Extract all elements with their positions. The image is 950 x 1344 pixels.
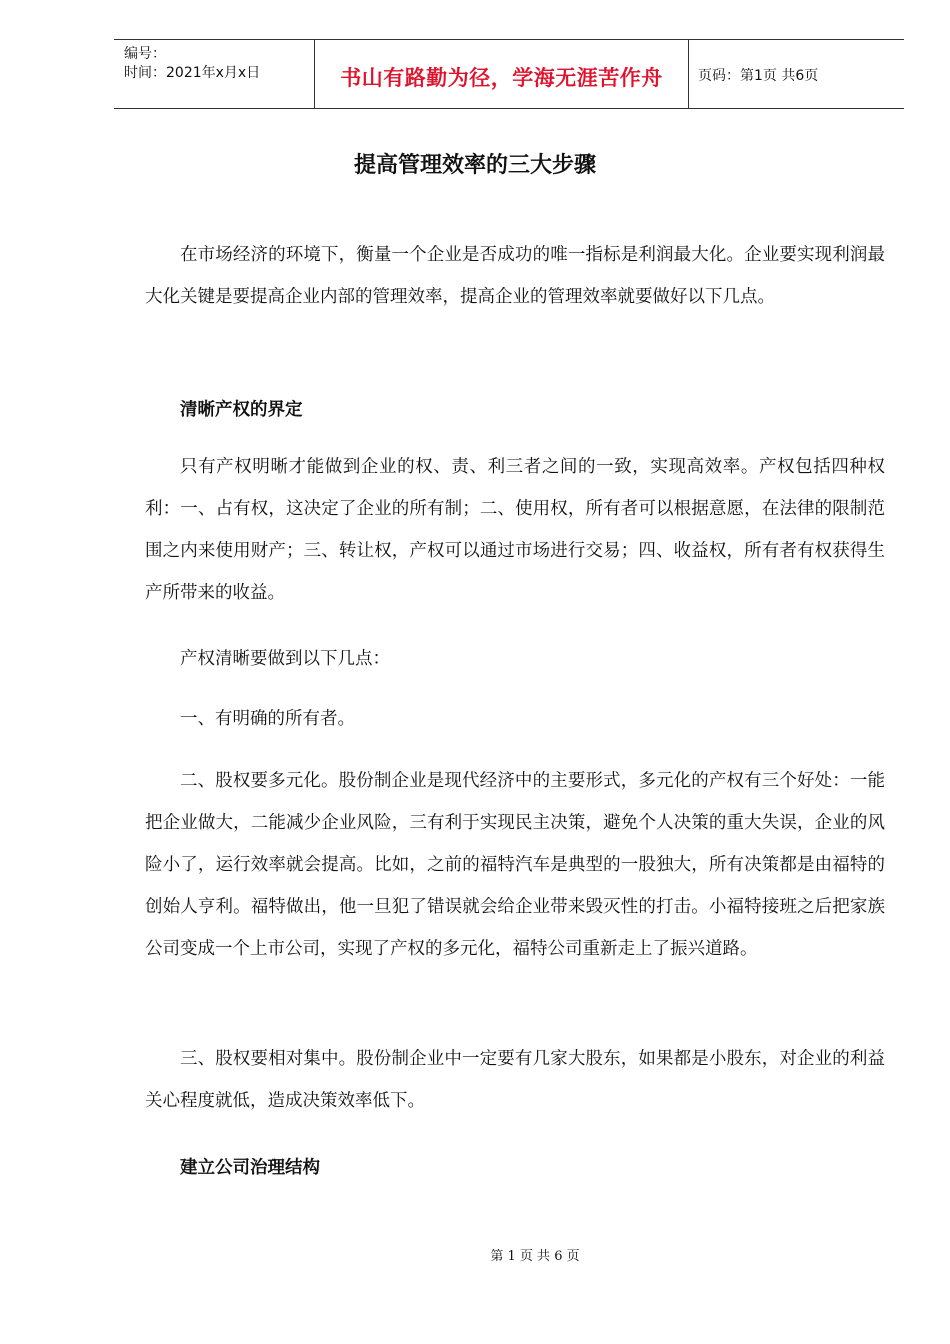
header-info-cell (114, 40, 315, 108)
paragraph-requirements-intro: 产权清晰要做到以下几点： (180, 649, 390, 669)
header-page-label: 页码：第1页 共6页 (698, 68, 819, 84)
intro-paragraph: 在市场经济的环境下，衡量一个企业是否成功的唯一指标是利润最大化。企业要实现利润最大化关键是要提高企业内部的管理效率，提高企业的管理效率就要做好以下几点。 (145, 245, 885, 307)
paragraph-property-rights: 只有产权明晰才能做到企业的权、责、利三者之间的一致，实现高效率。产权包括四种权利：一、占有权，这决定了企业的所有制；二、使用权，所有者可以根据意愿，在法律的限制范围之内来使用财产；三、转让权，产权可以通过市场进行交易；四、收益权，所有者有权获得生产所带来的收益。 (145, 457, 885, 603)
paragraph-point-one: 一、有明确的所有者。 (180, 709, 355, 729)
page-footer: 第 1 页 共 6 页 (490, 1249, 580, 1264)
section-heading-property-rights: 清晰产权的界定 (180, 400, 303, 420)
document-title: 提高管理效率的三大步骤 (353, 153, 596, 178)
section-heading-governance: 建立公司治理结构 (180, 1158, 320, 1178)
header-motto-cell (315, 40, 689, 108)
paragraph-point-three: 三、股权要相对集中。股份制企业中一定要有几家大股东，如果都是小股东，对企业的利益关心程度就低，造成决策效率低下。 (145, 1049, 885, 1111)
header-motto: 书山有路勤为径，学海无涯苦作舟 (340, 66, 663, 90)
header-page-cell (689, 40, 904, 108)
header-table (114, 39, 904, 109)
document-time-label: 时间：2021年x月x日 (124, 65, 261, 81)
paragraph-point-two: 二、股权要多元化。股份制企业是现代经济中的主要形式，多元化的产权有三个好处：一能把企业做大，二能减少企业风险，三有利于实现民主决策，避免个人决策的重大失误，企业的风险小了，运行效率就会提高。比如，之前的福特汽车是典型的一股独大，所有决策都是由福特的创始人亨利。福特做出，他一旦犯了错误就会给企业带来毁灭性的打击。小福特接班之后把家族公司变成一个上市公司，实现了产权的多元化，福特公司重新走上了振兴道路。 (145, 771, 885, 959)
document-number-label: 编号： (124, 46, 166, 62)
